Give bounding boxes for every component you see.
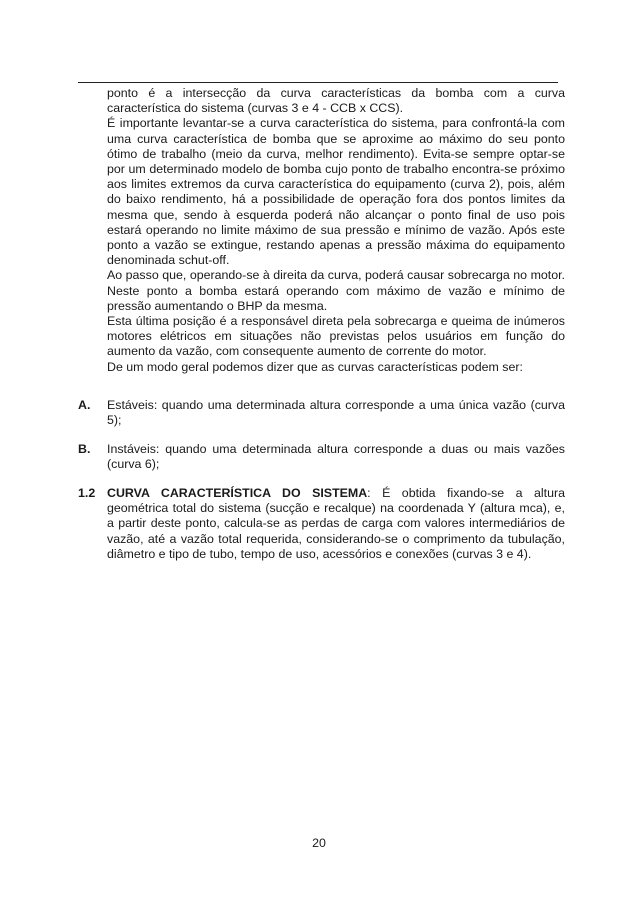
list-text-stable: Estáveis: quando uma determinada altura corresponde a uma única vazão (curva 5); <box>107 398 565 428</box>
paragraph-curve-types-intro: De um modo geral podemos dizer que as curvas características podem ser: <box>107 359 523 374</box>
list-item-stable <box>78 398 565 428</box>
list-text-unstable: Instáveis: quando uma determinada altura corresponde a duas ou mais vazões (curva 6); <box>107 442 565 472</box>
section-title: CURVA CARACTERÍSTICA DO SISTEMA <box>107 486 368 500</box>
paragraph-right-of-curve: Ao passo que, operando-se à direita da curva, poderá causar sobrecarga no motor. Neste ponto a bomba estará operando com máximo de vazão e mínimo de pressão aumentando o BHP da mesma. <box>107 268 565 313</box>
section-body <box>107 486 565 562</box>
paragraph-intersection: ponto é a intersecção da curva características da bomba com a curva característica do sistema (curvas 3 e 4 - CCB x CCS). <box>107 86 565 116</box>
list-marker-b: B. <box>78 442 91 456</box>
body-text <box>107 86 565 375</box>
paragraph-overload: Esta última posição é a responsável direta pela sobrecarga e queima de inúmeros motores elétricos em situações não previstas pelos usuários em função do aumento da vazão, com consequente aumento de corrente do motor. <box>107 314 565 359</box>
section-number: 1.2 <box>78 486 96 500</box>
page-number: 20 <box>312 836 326 850</box>
header-rule <box>78 82 558 83</box>
list-item-unstable <box>78 442 565 472</box>
section-1-2 <box>78 486 565 562</box>
paragraph-system-curve: É importante levantar-se a curva característica do sistema, para confrontá-la com uma curva característica de bomba que se aproxime ao máximo do seu ponto ótimo de trabalho (meio da curva, melhor rendimento). Evita-se sempre optar-se por um determinado modelo de bomba cujo ponto de trabalho encontra-se próximo aos limites extremos da curva característica do equipamento (curva 2), pois, além do baixo rendimento, há a possibilidade de operação fora dos pontos limites da mesma que, sendo à esquerda poderá não alcançar o ponto final de uso pois estará operando no limite máximo de sua pressão e mínimo de vazão. Após este ponto a vazão se extingue, restando apenas a pressão máxima do equipamento denominada schut-off. <box>107 116 565 268</box>
section-text: : É obtida fixando-se a altura geométrica total do sistema (sucção e recalque) na coordenada Y (altura mca), e, a partir deste ponto, calcula-se as perdas de carga com valores intermediários de vazão, até a vazão total requerida, considerando-se o comprimento da tubulação, diâmetro e tipo de tubo, tempo de uso, acessórios e conexões (curvas 3 e 4). <box>107 486 565 561</box>
list-marker-a: A. <box>78 398 91 412</box>
